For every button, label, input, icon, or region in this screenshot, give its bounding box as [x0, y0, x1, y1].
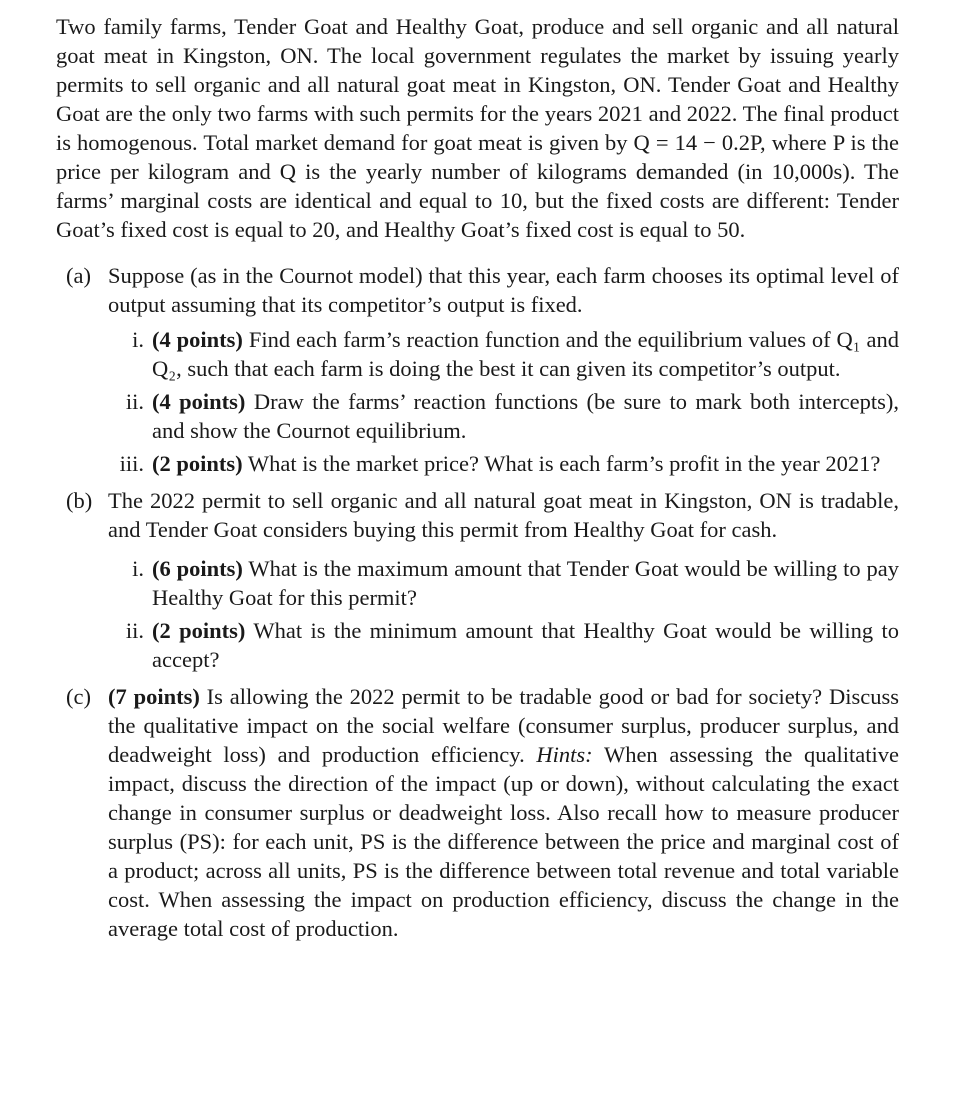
- part-a-i-label: i.: [132, 327, 144, 352]
- part-a-iii: [119, 449, 899, 478]
- part-a: [66, 261, 900, 478]
- part-b-i-points: (6 points): [152, 556, 243, 581]
- part-a-i-text: Find each farm’s reaction function and the equilibrium values of Q₁ and Q₂, such that each farm is doing the best it can given its competitor’s output.: [152, 327, 900, 381]
- part-a-ii-points: (4 points): [152, 389, 246, 414]
- part-b-ii-points: (2 points): [152, 618, 246, 643]
- part-c-points: (7 points): [108, 684, 200, 709]
- part-b-ii-text: What is the minimum amount that Healthy Goat would be willing to accept?: [152, 618, 900, 672]
- part-a-ii: [125, 387, 900, 445]
- part-a-iii-text: What is the market price? What is each farm’s profit in the year 2021?: [247, 451, 881, 476]
- part-a-i: [132, 325, 900, 383]
- part-a-iii-label: iii.: [119, 451, 144, 476]
- part-b-i-text: What is the maximum amount that Tender Goat would be willing to pay Healthy Goat for this permit?: [152, 556, 899, 610]
- part-a-i-points: (4 points): [152, 327, 243, 352]
- part-c-hints-text: When assessing the qualitative impact, discuss the direction of the impact (up or down), without calculating the exact change in consumer surplus or deadweight loss. Also recall how to measure producer surplus (PS): for each unit, PS is the difference between the price and marginal cost of a product; across all units, PS is the difference between total revenue and total variable cost. When assessing the impact on production efficiency, discuss the change in the average total cost of production.: [108, 742, 899, 941]
- part-b: [66, 486, 900, 674]
- part-a-label: (a): [66, 263, 91, 288]
- part-b-i: [132, 554, 899, 612]
- part-c-text: Is allowing the 2022 permit to be tradable good or bad for society? Discuss the qualitative impact on the social welfare (consumer surplus, producer surplus, and deadweight loss) and production efficiency.: [108, 684, 899, 767]
- part-a-text: Suppose (as in the Cournot model) that this year, each farm chooses its optimal level of output assuming that its competitor’s output is fixed.: [108, 263, 899, 317]
- part-a-ii-text: Draw the farms’ reaction functions (be sure to mark both intercepts), and show the Cournot equilibrium.: [152, 389, 900, 443]
- part-a-ii-label: ii.: [125, 389, 144, 414]
- part-b-ii: [125, 616, 900, 674]
- part-c-hints-label: Hints:: [536, 742, 593, 767]
- part-b-i-label: i.: [132, 556, 144, 581]
- part-b-label: (b): [66, 488, 93, 513]
- part-c-label: (c): [66, 684, 91, 709]
- part-a-iii-points: (2 points): [152, 451, 243, 476]
- part-b-ii-label: ii.: [125, 618, 144, 643]
- part-b-text: The 2022 permit to sell organic and all natural goat meat in Kingston, ON is tradable, and Tender Goat considers buying this permit from Healthy Goat for cash.: [108, 488, 899, 542]
- intro-paragraph: Two family farms, Tender Goat and Healthy Goat, produce and sell organic and all natural goat meat in Kingston, ON. The local government regulates the market by issuing yearly permits to sell organic and all natural goat meat in Kingston, ON. Tender Goat and Healthy Goat are the only two farms with such permits for the years 2021 and 2022. The final product is homogenous. Total market demand for goat meat is given by Q = 14 − 0.2P, where P is the price per kilogram and Q is the yearly number of kilograms demanded (in 10,000s). The farms’ marginal costs are identical and equal to 10, but the fixed costs are different: Tender Goat’s fixed cost is equal to 20, and Healthy Goat’s fixed cost is equal to 50.: [56, 14, 899, 242]
- part-c: [66, 682, 899, 943]
